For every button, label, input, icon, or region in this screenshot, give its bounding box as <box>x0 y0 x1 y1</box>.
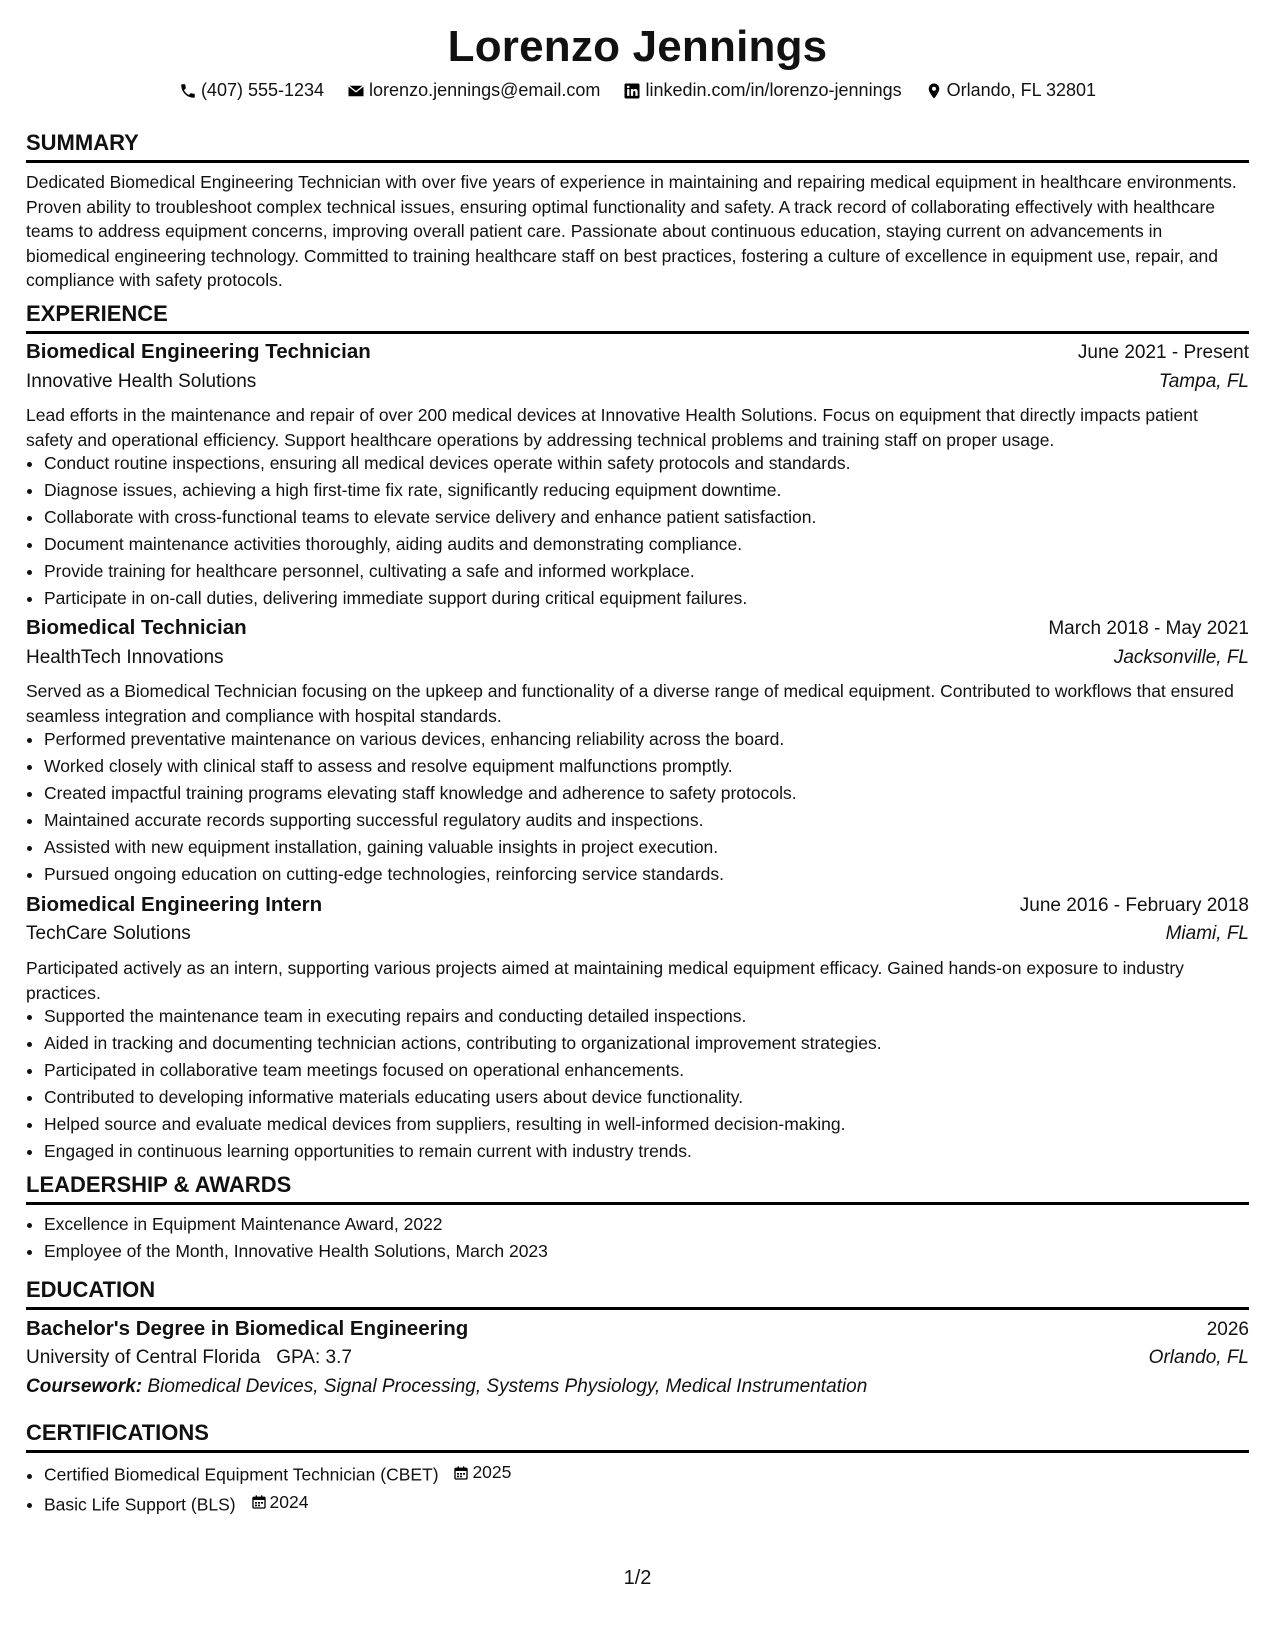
certifications-heading: CERTIFICATIONS <box>26 1420 1249 1453</box>
job-title: Biomedical Engineering Technician <box>26 340 371 363</box>
job-3-description: Participated actively as an intern, supporting various projects aimed at maintaining medical equipment efficacy. Gained hands-on exposure to industry practices. <box>26 958 1184 1003</box>
list-item: • Pursued ongoing education on cutting-edge technologies, reinforcing service standards. <box>44 861 1267 888</box>
company-name: TechCare Solutions <box>26 923 191 944</box>
job-location: Tampa, FL <box>1158 371 1249 392</box>
job-dates: June 2016 - February 2018 <box>1019 895 1249 916</box>
list-item <box>44 1489 1267 1519</box>
summary-text: Dedicated Biomedical Engineering Technician with over five years of experience in maintaining and repairing medical equipment in healthcare environments. Proven ability to troubleshoot complex technical issues, ensuring optimal functionality and safety. A track record of collaborating effectively with healthcare teams to address equipment concerns, improving overall patient care. Passionate about continuous education, staying current on advancements in biomedical engineering technology. Committed to training healthcare staff on best practices, fostering a culture of excellence in equipment use, repair, and compliance with safety protocols. <box>26 172 1237 290</box>
job-1-company-row <box>26 371 1249 393</box>
graduation-year: 2026 <box>1206 1319 1249 1340</box>
list-item <box>44 1459 1267 1489</box>
job-2-description: Served as a Biomedical Technician focusing on the upkeep and functionality of a diverse range of medical equipment. Contributed to workflows that ensured seamless integration and compliance with hospital standards. <box>26 681 1234 726</box>
list-item: • Aided in tracking and documenting technician actions, contributing to organizational improvement strategies. <box>44 1030 1267 1057</box>
company-name: Innovative Health Solutions <box>26 371 257 392</box>
awards-heading: LEADERSHIP & AWARDS <box>26 1172 1249 1205</box>
degree: Bachelor's Degree in Biomedical Engineering <box>26 1317 469 1340</box>
cert-name: Certified Biomedical Equipment Technician (CBET) <box>44 1464 439 1485</box>
job-2-header <box>26 616 1249 640</box>
email-text: lorenzo.jennings@email.com <box>369 80 601 100</box>
list-item: • Helped source and evaluate medical devices from suppliers, resulting in well-informed decision-making. <box>44 1111 1267 1138</box>
cert-name: Basic Life Support (BLS) <box>44 1494 236 1514</box>
list-item: • Created impactful training programs elevating staff knowledge and adherence to safety protocols. <box>44 780 1267 807</box>
job-1-bullets <box>26 450 1267 612</box>
list-item: • Performed preventative maintenance on various devices, enhancing reliability across the board. <box>44 726 1267 753</box>
job-3-company-row <box>26 923 1249 945</box>
location-text: Orlando, FL 32801 <box>946 80 1097 100</box>
list-item: • Employee of the Month, Innovative Health Solutions, March 2023 <box>44 1238 1267 1265</box>
candidate-name: Lorenzo Jennings <box>447 22 828 71</box>
coursework <box>26 1376 1249 1398</box>
awards-list <box>26 1211 1267 1265</box>
summary-heading: SUMMARY <box>26 130 1249 163</box>
list-item: • Conduct routine inspections, ensuring all medical devices operate within safety protocols and standards. <box>44 450 1267 477</box>
coursework-label: Coursework: <box>26 1376 143 1397</box>
experience-heading: EXPERIENCE <box>26 301 1249 334</box>
education-degree-row <box>26 1317 1249 1341</box>
list-item: • Supported the maintenance team in executing repairs and conducting detailed inspections. <box>44 1003 1267 1030</box>
school-name: University of Central Florida <box>26 1347 261 1368</box>
map-pin-icon <box>925 82 943 100</box>
job-title: Biomedical Technician <box>26 616 247 639</box>
job-1-description: Lead efforts in the maintenance and repair of over 200 medical devices at Innovative Health Solutions. Focus on equipment that directly impacts patient safety and operational efficiency. Support healthcare operations by addressing technical problems and training staff on proper usage. <box>26 405 1198 450</box>
list-item: • Document maintenance activities thoroughly, aiding audits and demonstrating compliance. <box>44 531 1267 558</box>
contact-linkedin <box>623 80 901 101</box>
list-item: • Maintained accurate records supporting successful regulatory audits and inspections. <box>44 807 1267 834</box>
calendar-icon <box>453 1465 469 1481</box>
contact-phone <box>179 80 324 101</box>
linkedin-icon <box>623 82 641 100</box>
job-dates: March 2018 - May 2021 <box>1048 618 1249 639</box>
list-item: • Participate in on-call duties, delivering immediate support during critical equipment failures. <box>44 585 1267 612</box>
list-item: • Collaborate with cross-functional teams to elevate service delivery and enhance patient satisfaction. <box>44 504 1267 531</box>
job-1-header <box>26 340 1249 364</box>
cert-year-text: 2024 <box>269 1491 309 1512</box>
list-item: • Participated in collaborative team meetings focused on operational enhancements. <box>44 1057 1267 1084</box>
list-item: • Diagnose issues, achieving a high first-time fix rate, significantly reducing equipment downtime. <box>44 477 1267 504</box>
linkedin-text: linkedin.com/in/lorenzo-jennings <box>645 80 902 100</box>
job-location: Miami, FL <box>1165 923 1249 944</box>
page-number: 1/2 <box>623 1567 652 1589</box>
certifications-list <box>26 1459 1267 1518</box>
job-dates: June 2021 - Present <box>1077 342 1249 363</box>
cert-year <box>251 1489 309 1516</box>
list-item: • Worked closely with clinical staff to assess and resolve equipment malfunctions promptly. <box>44 753 1267 780</box>
school-and-gpa <box>26 1347 352 1369</box>
school-location: Orlando, FL <box>1148 1347 1249 1368</box>
contact-location <box>925 80 1096 101</box>
list-item: • Assisted with new equipment installation, gaining valuable insights in project execution. <box>44 834 1267 861</box>
job-2-bullets <box>26 726 1267 888</box>
phone-icon <box>179 82 197 100</box>
cert-year-text: 2025 <box>472 1462 512 1482</box>
job-location: Jacksonville, FL <box>1113 647 1249 668</box>
contact-email <box>347 80 600 101</box>
list-item: • Contributed to developing informative materials educating users about device functionality. <box>44 1084 1267 1111</box>
phone-text: (407) 555-1234 <box>200 80 325 100</box>
job-3-header <box>26 893 1249 917</box>
envelope-icon <box>347 82 365 100</box>
job-3-bullets <box>26 1003 1267 1165</box>
list-item: • Provide training for healthcare personnel, cultivating a safe and informed workplace. <box>44 558 1267 585</box>
gpa: GPA: 3.7 <box>276 1347 352 1368</box>
job-2-company-row <box>26 647 1249 669</box>
calendar-icon <box>251 1494 267 1510</box>
education-heading: EDUCATION <box>26 1277 1249 1310</box>
cert-year <box>453 1459 511 1486</box>
list-item: • Engaged in continuous learning opportunities to remain current with industry trends. <box>44 1138 1267 1165</box>
coursework-list: Biomedical Devices, Signal Processing, Systems Physiology, Medical Instrumentation <box>147 1376 868 1397</box>
contact-bar <box>0 80 1275 105</box>
education-school-row <box>26 1347 1249 1369</box>
list-item: • Excellence in Equipment Maintenance Award, 2022 <box>44 1211 1267 1238</box>
company-name: HealthTech Innovations <box>26 647 224 668</box>
job-title: Biomedical Engineering Intern <box>26 893 323 916</box>
